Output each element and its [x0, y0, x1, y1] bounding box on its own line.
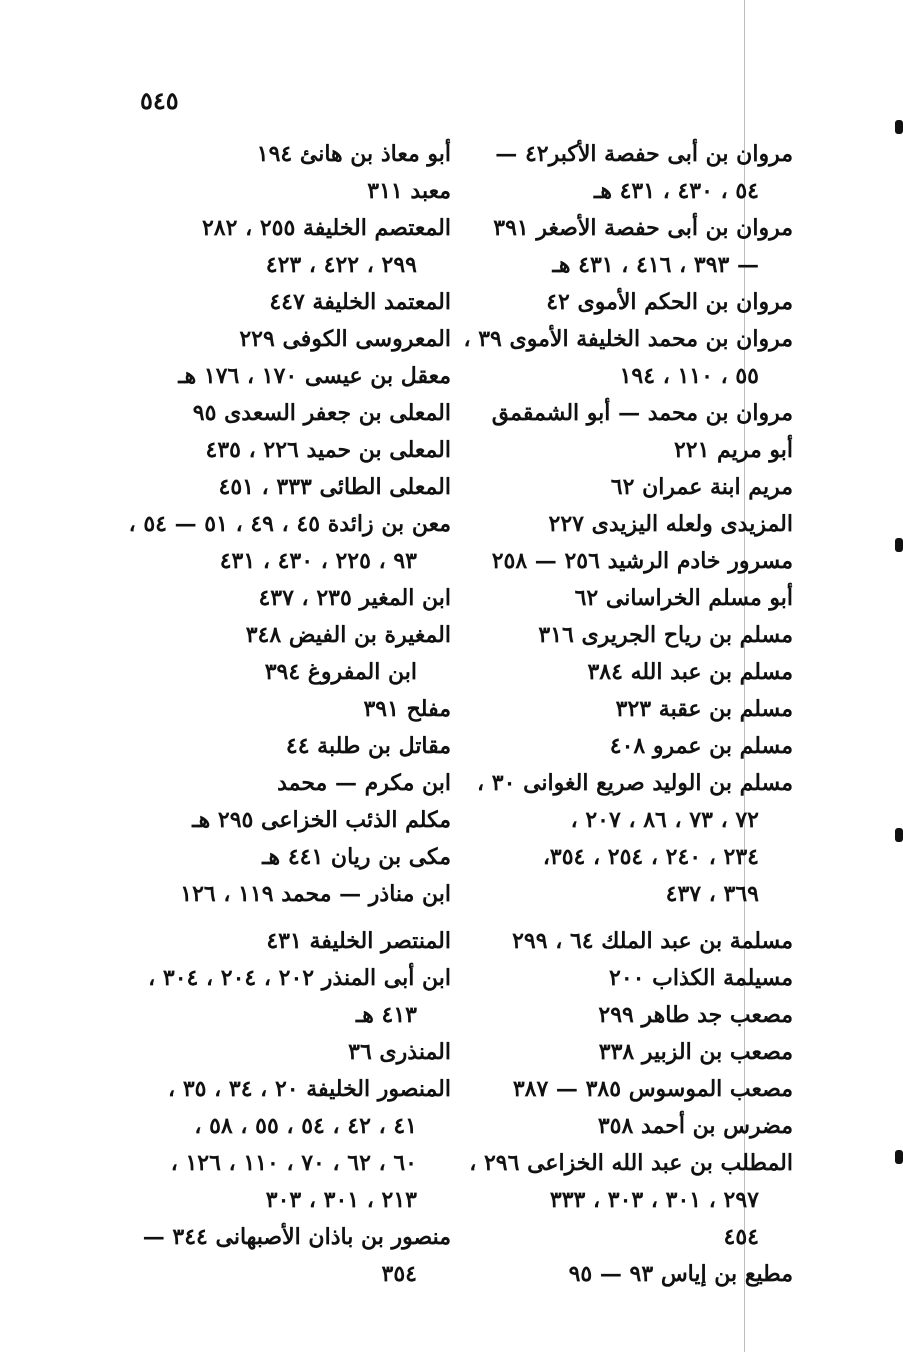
- index-entry-continuation: ٤١٣ هـ: [355, 1002, 417, 1028]
- index-entry: المعلى بن جعفر السعدى ٩٥: [192, 400, 451, 426]
- index-entry: مسلمة بن عبد الملك ٦٤ ، ٢٩٩: [512, 928, 793, 954]
- index-entry: مسرور خادم الرشيد ٢٥٦ — ٢٥٨: [491, 548, 793, 574]
- index-entry: أبو مريم ٢٢١: [673, 437, 793, 463]
- index-entry-continuation: ٧٢ ، ٧٣ ، ٨٦ ، ٢٠٧ ،: [570, 807, 759, 833]
- scan-edge-mark: [895, 828, 903, 842]
- index-entry: مطيع بن إياس ٩٣ — ٩٥: [568, 1261, 793, 1287]
- index-entry: ابن مكرم — محمد: [277, 770, 451, 796]
- index-entry: مسلم بن الوليد صريع الغوانى ٣٠ ،: [477, 770, 793, 796]
- scan-edge-mark: [895, 538, 903, 552]
- index-entry: أبو معاذ بن هانئ ١٩٤: [256, 141, 451, 167]
- page-number: ٥٤٥: [140, 86, 179, 115]
- index-entry: مسلم بن عقبة ٣٢٣: [615, 696, 793, 722]
- index-entry: منصور بن باذان الأصبهانى ٣٤٤ —: [142, 1224, 451, 1250]
- index-entry: ابن المغير ٢٣٥ ، ٤٣٧: [258, 585, 451, 611]
- index-entry: معبد ٣١١: [367, 178, 451, 204]
- index-entry: مصعب بن الزبير ٣٣٨: [598, 1039, 793, 1065]
- index-entry: المطلب بن عبد الله الخزاعى ٢٩٦ ،: [469, 1150, 793, 1176]
- index-entry: مضرس بن أحمد ٣٥٨: [597, 1113, 793, 1139]
- index-entry: مقاتل بن طلبة ٤٤: [285, 733, 451, 759]
- index-entry: معقل بن عيسى ١٧٠ ، ١٧٦ هـ: [178, 363, 451, 389]
- index-entry: المنتصر الخليفة ٤٣١: [266, 928, 451, 954]
- index-entry-continuation: ٩٣ ، ٢٢٥ ، ٤٣٠ ، ٤٣١: [219, 548, 417, 574]
- index-entry: معن بن زائدة ٤٥ ، ٤٩ ، ٥١ — ٥٤ ،: [128, 511, 451, 537]
- index-entry-continuation: ٥٤ ، ٤٣٠ ، ٤٣١ هـ: [593, 178, 759, 204]
- index-entry: مروان بن أبى حفصة الأصغر ٣٩١: [493, 215, 793, 241]
- index-column-right: [463, 136, 793, 1293]
- index-entry-continuation: ابن المفروغ ٣٩٤: [264, 659, 417, 685]
- index-entry: مريم ابنة عمران ٦٢: [610, 474, 793, 500]
- index-entry: مسلم بن عبد الله ٣٨٤: [587, 659, 793, 685]
- index-entry: مسلم بن رياح الجريرى ٣١٦: [538, 622, 793, 648]
- index-entry: مسيلمة الكذاب ٢٠٠: [609, 965, 793, 991]
- index-entry: المعتمد الخليفة ٤٤٧: [269, 289, 451, 315]
- index-entry-continuation: ٣٥٤: [381, 1261, 417, 1287]
- index-entry: أبو مسلم الخراسانى ٦٢: [574, 585, 793, 611]
- index-entry: مروان بن الحكم الأموى ٤٢: [546, 289, 793, 315]
- index-entry: المعلى بن حميد ٢٢٦ ، ٤٣٥: [205, 437, 451, 463]
- index-entry-continuation: ٢٩٧ ، ٣٠١ ، ٣٠٣ ، ٣٣٣: [549, 1187, 759, 1213]
- index-entry: مصعب جد طاهر ٢٩٩: [598, 1002, 793, 1028]
- index-entry: مصعب الموسوس ٣٨٥ — ٣٨٧: [512, 1076, 793, 1102]
- index-entry: المعلى الطائى ٣٣٣ ، ٤٥١: [218, 474, 451, 500]
- index-entry: مكى بن ريان ٤٤١ هـ: [262, 844, 451, 870]
- index-column-left: [121, 136, 451, 1293]
- index-entry: المنذرى ٣٦: [348, 1039, 451, 1065]
- scan-edge-mark: [895, 120, 903, 134]
- index-entry-continuation: ٤١ ، ٤٢ ، ٥٤ ، ٥٥ ، ٥٨ ،: [194, 1113, 417, 1139]
- index-entry: المنصور الخليفة ٢٠ ، ٣٤ ، ٣٥ ،: [168, 1076, 451, 1102]
- index-entry: مروان بن أبى حفصة الأكبر٤٢ —: [495, 141, 793, 167]
- index-entry-continuation: — ٣٩٣ ، ٤١٦ ، ٤٣١ هـ: [552, 252, 759, 278]
- scan-edge-mark: [895, 1150, 903, 1164]
- index-entry: ابن مناذر — محمد ١١٩ ، ١٢٦: [180, 881, 451, 907]
- index-entry-continuation: ٣٦٩ ، ٤٣٧: [665, 881, 759, 907]
- index-entry-continuation: ٥٥ ، ١١٠ ، ١٩٤: [619, 363, 759, 389]
- index-entry-continuation: ٢١٣ ، ٣٠١ ، ٣٠٣: [265, 1187, 417, 1213]
- index-entry: مروان بن محمد — أبو الشمقمق: [491, 400, 793, 426]
- index-entry: مكلم الذئب الخزاعى ٢٩٥ هـ: [192, 807, 451, 833]
- index-entry-continuation: ٦٠ ، ٦٢ ، ٧٠ ، ١١٠ ، ١٢٦ ،: [170, 1150, 417, 1176]
- index-entry: المزيدى ولعله اليزيدى ٢٢٧: [548, 511, 793, 537]
- index-entry: مسلم بن عمرو ٤٠٨: [609, 733, 793, 759]
- index-entry-continuation: ٢٩٩ ، ٤٢٢ ، ٤٢٣: [265, 252, 417, 278]
- index-entry: المعروسى الكوفى ٢٢٩: [239, 326, 451, 352]
- index-entry: المغيرة بن الفيض ٣٤٨: [245, 622, 451, 648]
- index-entry: مروان بن محمد الخليفة الأموى ٣٩ ،: [463, 326, 793, 352]
- index-entry: المعتصم الخليفة ٢٥٥ ، ٢٨٢: [201, 215, 451, 241]
- index-entry: ابن أبى المنذر ٢٠٢ ، ٢٠٤ ، ٣٠٤ ،: [148, 965, 451, 991]
- index-entry-continuation: ٤٥٤: [723, 1224, 759, 1250]
- index-entry-continuation: ٢٣٤ ، ٢٤٠ ، ٢٥٤ ، ٣٥٤،: [542, 844, 759, 870]
- index-entry: مفلح ٣٩١: [363, 696, 451, 722]
